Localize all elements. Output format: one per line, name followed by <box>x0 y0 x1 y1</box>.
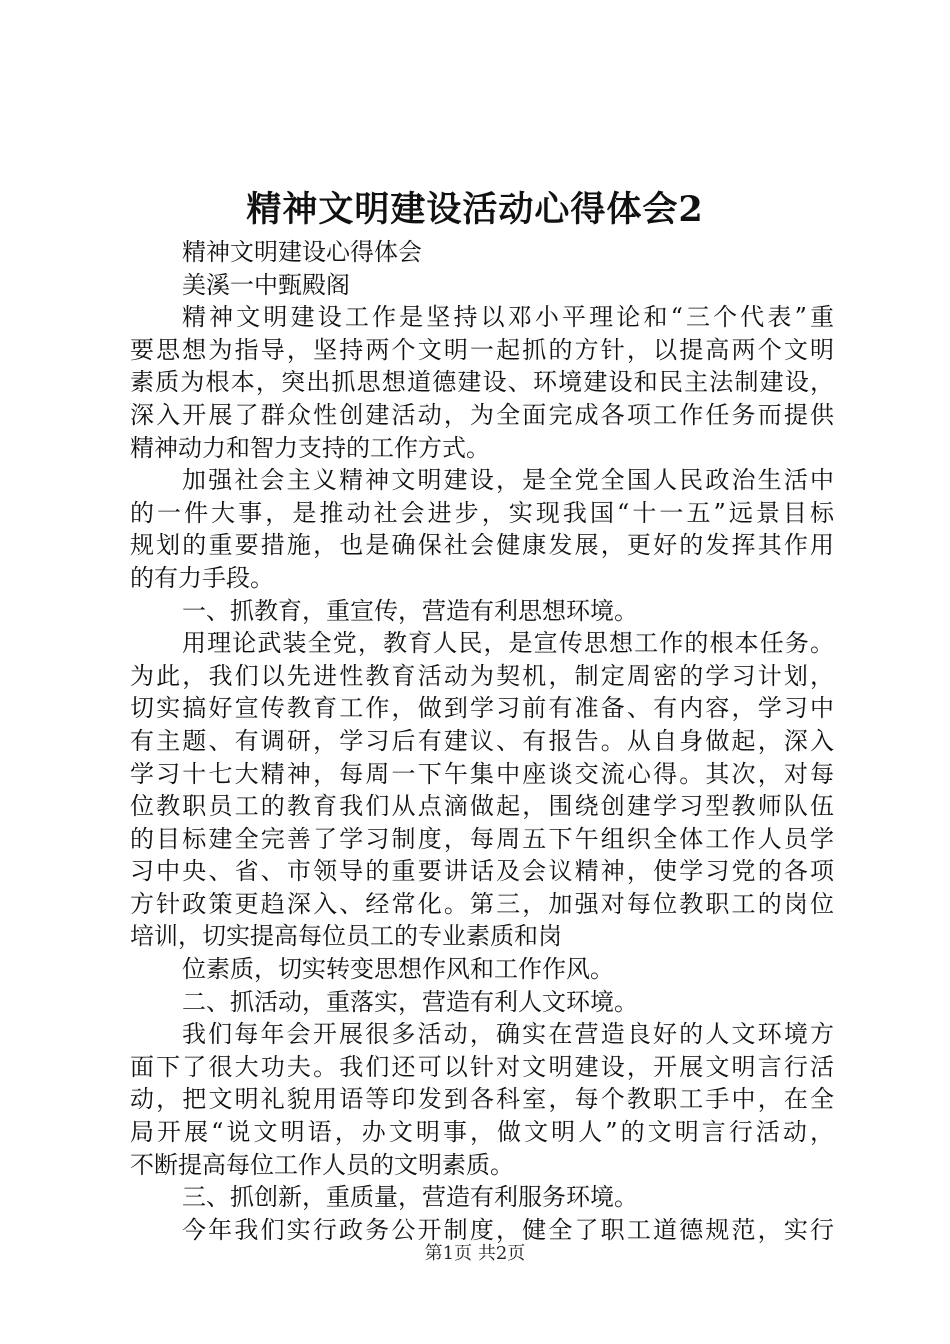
text-line: 的一件大事，是推动社会进步，实现我国“十一五”远景目标 <box>130 498 834 527</box>
document-body <box>130 236 834 1246</box>
text-line: 习中央、省、市领导的重要讲话及会议精神，使学习党的各项 <box>130 857 834 886</box>
text-line: 我们每年会开展很多活动，确实在营造良好的人文环境方 <box>182 1020 834 1049</box>
text-line: 切实搞好宣传教育工作，做到学习前有准备、有内容，学习中 <box>130 694 834 723</box>
text-line: 有主题、有调研，学习后有建议、有报告。从自身做起，深入 <box>130 726 834 755</box>
text-line: 要思想为指导，坚持两个文明一起抓的方针，以提高两个文明 <box>130 335 834 364</box>
document-title: 精神文明建设活动心得体会2 <box>246 189 704 230</box>
text-line: 精神文明建设工作是坚持以邓小平理论和“三个代表”重 <box>182 303 834 332</box>
text-line: 的有力手段。 <box>130 563 274 592</box>
text-line: 为此，我们以先进性教育活动为契机，制定周密的学习计划， <box>130 661 834 690</box>
text-line: 面下了很大功夫。我们还可以针对文明建设，开展文明言行活 <box>130 1052 834 1081</box>
text-line: 美溪一中甄殿阁 <box>182 270 350 299</box>
text-line: 加强社会主义精神文明建设，是全党全国人民政治生活中 <box>182 466 834 495</box>
text-line: 位教职员工的教育我们从点滴做起，围绕创建学习型教师队伍 <box>130 792 834 821</box>
text-line: 精神动力和智力支持的工作方式。 <box>130 433 490 462</box>
text-line: 位素质，切实转变思想作风和工作作风。 <box>182 955 614 984</box>
text-line: 今年我们实行政务公开制度，健全了职工道德规范，实行 <box>182 1215 834 1244</box>
text-line: 学习十七大精神，每周一下午集中座谈交流心得。其次，对每 <box>130 759 834 788</box>
text-line: 二、抓活动，重落实，营造有利人文环境。 <box>182 987 638 1016</box>
text-line: 一、抓教育，重宣传，营造有利思想环境。 <box>182 596 638 625</box>
text-line: 方针政策更趋深入、经常化。第三，加强对每位教职工的岗位 <box>130 889 834 918</box>
text-line: 用理论武装全党，教育人民，是宣传思想工作的根本任务。 <box>182 629 834 658</box>
text-line: 培训，切实提高每位员工的专业素质和岗 <box>130 922 562 951</box>
text-line: 深入开展了群众性创建活动，为全面完成各项工作任务而提供 <box>130 400 834 429</box>
text-line: 的目标建全完善了学习制度，每周五下午组织全体工作人员学 <box>130 824 834 853</box>
text-line: 动，把文明礼貌用语等印发到各科室，每个教职工手中，在全 <box>130 1085 834 1114</box>
text-line: 局开展“说文明语，办文明事，做文明人”的文明言行活动， <box>130 1118 834 1147</box>
text-line: 不断提高每位工作人员的文明素质。 <box>130 1150 514 1179</box>
page-footer: 第1页 共2页 <box>424 1243 526 1264</box>
text-line: 三、抓创新，重质量，营造有利服务环境。 <box>182 1183 638 1212</box>
text-line: 规划的重要措施，也是确保社会健康发展，更好的发挥其作用 <box>130 531 834 560</box>
text-line: 精神文明建设心得体会 <box>182 238 422 266</box>
text-line: 素质为根本，突出抓思想道德建设、环境建设和民主法制建设， <box>130 368 834 397</box>
